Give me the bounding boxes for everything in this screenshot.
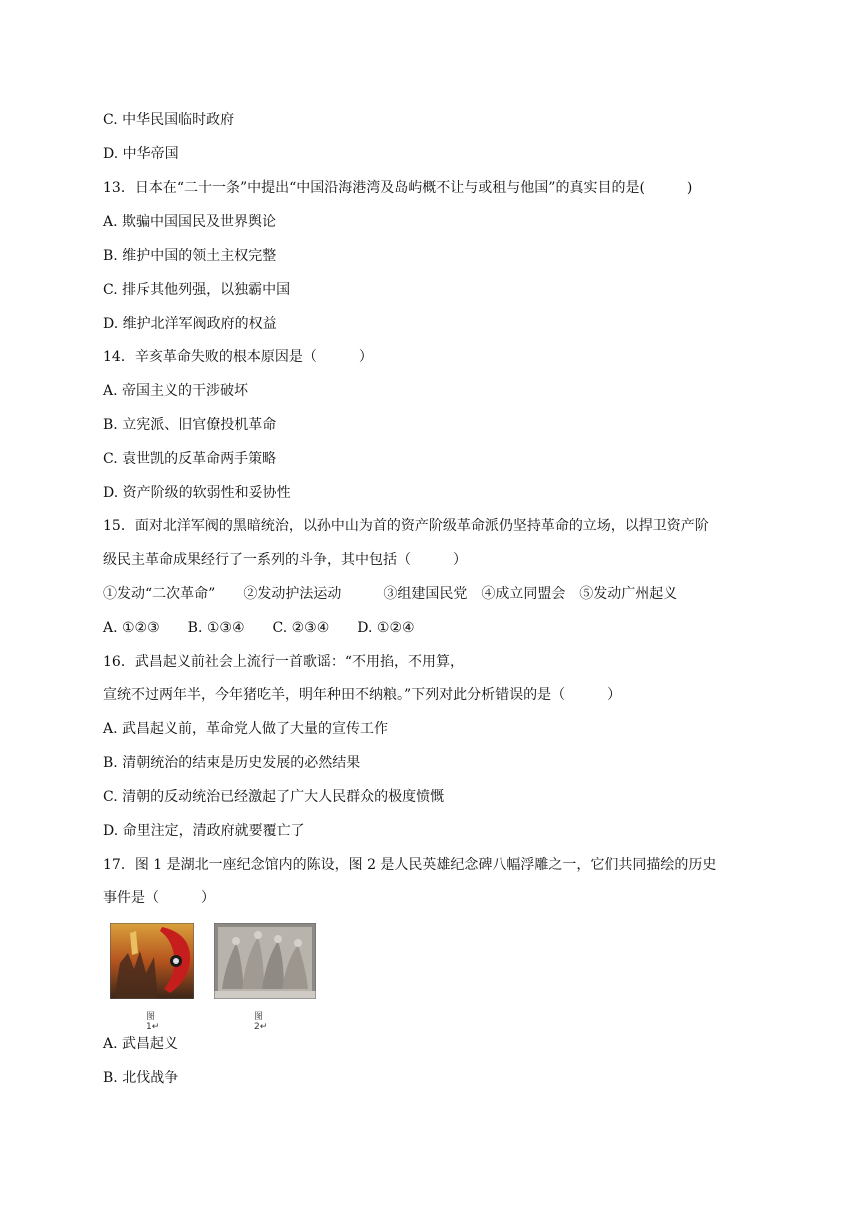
figure-1-painting xyxy=(110,923,194,1003)
question-17-line1: 17．图 1 是湖北一座纪念馆内的陈设，图 2 是人民英雄纪念碑八幅浮雕之一，它们共同描绘的历史 xyxy=(103,857,717,873)
option-b-q16: B. 清朝统治的结束是历史发展的必然结果 xyxy=(103,755,361,771)
question-17-line2: 事件是（ ） xyxy=(103,890,215,906)
question-15-line2: 级民主革命成果经行了一系列的斗争，其中包括（ ） xyxy=(103,552,467,568)
option-c-q13: C. 排斥其他列强，以独霸中国 xyxy=(103,282,291,298)
option-d-q14: D. 资产阶级的软弱性和妥协性 xyxy=(103,485,291,501)
option-a-q14: A. 帝国主义的干涉破坏 xyxy=(103,383,249,399)
question-15-options: A. ①②③ B. ①③④ C. ②③④ D. ①②④ xyxy=(103,620,415,636)
option-b-q13: B. 维护中国的领土主权完整 xyxy=(103,248,277,264)
option-b-q14: B. 立宪派、旧官僚投机革命 xyxy=(103,417,277,433)
question-16-line1: 16．武昌起义前社会上流行一首歌谣：“不用掐，不用算， xyxy=(103,654,464,670)
option-c-q16: C. 清朝的反动统治已经激起了广大人民群众的极度愤慨 xyxy=(103,789,445,805)
option-d-q16: D. 命里注定，清政府就要覆亡了 xyxy=(103,823,305,839)
question-15-items: ①发动“二次革命” ②发动护法运动 ③组建国民党 ④成立同盟会 ⑤发动广州起义 xyxy=(103,586,678,602)
question-14: 14．辛亥革命失败的根本原因是（ ） xyxy=(103,349,373,365)
option-c-q14: C. 袁世凯的反革命两手策略 xyxy=(103,451,277,467)
option-c-q12: C. 中华民国临时政府 xyxy=(103,112,235,128)
option-a-q13: A. 欺骗中国国民及世界舆论 xyxy=(103,214,277,230)
figure-2-relief xyxy=(214,923,316,1003)
figure-2-caption: 图2↵ xyxy=(254,1012,268,1032)
figure-1-caption: 图1↵ xyxy=(146,1012,160,1032)
option-a-q17: A. 武昌起义 xyxy=(103,1036,179,1052)
question-15-line1: 15．面对北洋军阀的黑暗统治，以孙中山为首的资产阶级革命派仍坚持革命的立场，以捍卫资产阶 xyxy=(103,518,709,534)
option-d-q13: D. 维护北洋军阀政府的权益 xyxy=(103,316,277,332)
question-13: 13．日本在“二十一条”中提出“中国沿海港湾及岛屿概不让与或租与他国”的真实目的是( ) xyxy=(103,180,693,196)
option-d-q12: D. 中华帝国 xyxy=(103,146,179,162)
question-16-line2: 宣统不过两年半，今年猪吃羊，明年种田不纳粮。”下列对此分析错误的是（ ） xyxy=(103,687,622,703)
option-a-q16: A. 武昌起义前，革命党人做了大量的宣传工作 xyxy=(103,721,389,737)
option-b-q17: B. 北伐战争 xyxy=(103,1070,179,1086)
